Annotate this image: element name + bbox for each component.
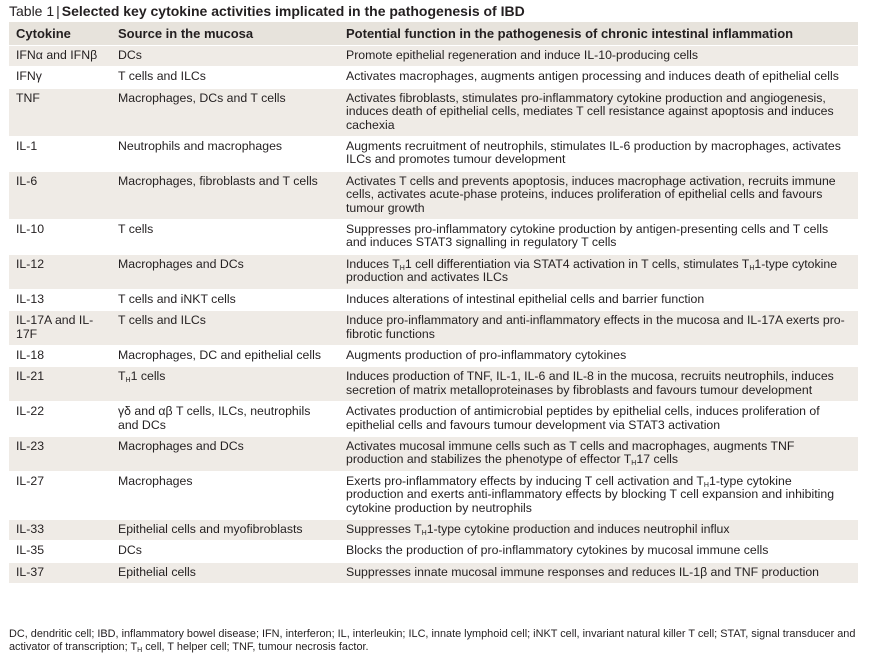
table-row xyxy=(9,88,858,136)
cell-source: Macrophages and DCs xyxy=(111,254,339,289)
table-number: Table 1 xyxy=(9,3,55,19)
cell-function: Exerts pro-inflammatory effects by inducing T cell activation and $T_H1$-type cytokine production and exerts anti-inflammatory effects by blocking T cell expansion and inhibiting cytokine production by neutrophils xyxy=(339,471,858,519)
cell-source: Epithelial cells and myofibroblasts xyxy=(111,519,339,540)
cell-cytokine: IL-22 xyxy=(9,402,111,437)
cell-function: Suppresses innate mucosal immune responses and reduces IL-1β and TNF production xyxy=(339,562,858,583)
table-row xyxy=(9,254,858,289)
table-row xyxy=(9,367,858,402)
cell-function: Activates macrophages, augments antigen processing and induces death of epithelial cells xyxy=(339,67,858,88)
cell-source: Epithelial cells xyxy=(111,562,339,583)
table-row xyxy=(9,289,858,310)
table-row xyxy=(9,541,858,562)
cell-source: T cells and ILCs xyxy=(111,311,339,346)
table-footnote: DC, dendritic cell; IBD, inflammatory bowel disease; IFN, interferon; IL, interleukin; ILC, innate lymphoid cell; iNKT cell, invariant natural killer T cell; STAT, signal transducer and activator of transcription; $T_H$ cell, T helper cell; TNF, tumour necrosis factor. xyxy=(9,628,856,654)
table-row xyxy=(9,519,858,540)
cell-function: Blocks the production of pro-inflammatory cytokines by mucosal immune cells xyxy=(339,541,858,562)
cell-cytokine: IFNα and IFNβ xyxy=(9,46,111,67)
header-row xyxy=(9,22,858,46)
header-function: Potential function in the pathogenesis of chronic intestinal inflammation xyxy=(339,22,858,46)
cell-source: T cells and iNKT cells xyxy=(111,289,339,310)
table-body xyxy=(9,46,858,584)
cell-source: $T_H1$ cells xyxy=(111,367,339,402)
cell-source: T cells xyxy=(111,220,339,255)
cytokine-table xyxy=(9,22,858,583)
cell-source: DCs xyxy=(111,46,339,67)
cell-cytokine: TNF xyxy=(9,88,111,136)
cell-cytokine: IL-33 xyxy=(9,519,111,540)
cell-function: Augments production of pro-inflammatory cytokines xyxy=(339,345,858,366)
cell-source: DCs xyxy=(111,541,339,562)
table-row xyxy=(9,220,858,255)
cell-function: Suppresses pro-inflammatory cytokine production by antigen-presenting cells and T cells and induces STAT3 signalling in regulatory T cells xyxy=(339,220,858,255)
table-row xyxy=(9,311,858,346)
table-row xyxy=(9,471,858,519)
cell-cytokine: IFNγ xyxy=(9,67,111,88)
table-title xyxy=(9,2,525,20)
table-row xyxy=(9,46,858,67)
cell-cytokine: IL-13 xyxy=(9,289,111,310)
cell-source: Macrophages and DCs xyxy=(111,436,339,471)
table-row xyxy=(9,436,858,471)
cell-function: Activates mucosal immune cells such as T cells and macrophages, augments TNF production and stabilizes the phenotype of effector $T_H17$ cells xyxy=(339,436,858,471)
table-row xyxy=(9,67,858,88)
cell-function: Promote epithelial regeneration and induce IL-10-producing cells xyxy=(339,46,858,67)
cell-function: Induces production of TNF, IL-1, IL-6 and IL-8 in the mucosa, recruits neutrophils, induces secretion of matrix metalloproteinases by fibroblasts and favours tumour development xyxy=(339,367,858,402)
title-separator: | xyxy=(56,3,60,19)
cell-cytokine: IL-1 xyxy=(9,137,111,172)
cell-function: Induces alterations of intestinal epithelial cells and barrier function xyxy=(339,289,858,310)
header-cytokine: Cytokine xyxy=(9,22,111,46)
cell-cytokine: IL-17A and IL-17F xyxy=(9,311,111,346)
cell-source: Macrophages, DCs and T cells xyxy=(111,88,339,136)
cell-cytokine: IL-35 xyxy=(9,541,111,562)
cell-function: Suppresses $T_H1$-type cytokine production and induces neutrophil influx xyxy=(339,519,858,540)
cell-function: Activates fibroblasts, stimulates pro-inflammatory cytokine production and angiogenesis, induces death of epithelial cells, mediates T cell resistance against apoptosis and induces cachexia xyxy=(339,88,858,136)
cell-source: Macrophages xyxy=(111,471,339,519)
table-row xyxy=(9,171,858,219)
header-source: Source in the mucosa xyxy=(111,22,339,46)
cell-cytokine: IL-6 xyxy=(9,171,111,219)
table-row xyxy=(9,402,858,437)
cell-cytokine: IL-21 xyxy=(9,367,111,402)
cell-cytokine: IL-23 xyxy=(9,436,111,471)
cell-cytokine: IL-27 xyxy=(9,471,111,519)
cell-source: γδ and αβ T cells, ILCs, neutrophils and DCs xyxy=(111,402,339,437)
table-caption: Selected key cytokine activities implicated in the pathogenesis of IBD xyxy=(61,3,525,19)
cell-cytokine: IL-12 xyxy=(9,254,111,289)
cell-source: Macrophages, fibroblasts and T cells xyxy=(111,171,339,219)
cell-cytokine: IL-10 xyxy=(9,220,111,255)
table-row xyxy=(9,345,858,366)
cell-function: Activates production of antimicrobial peptides by epithelial cells, induces proliferation of epithelial cells and favours tumour development via STAT3 activation xyxy=(339,402,858,437)
cell-function: Augments recruitment of neutrophils, stimulates IL-6 production by macrophages, activates ILCs and promotes tumour development xyxy=(339,137,858,172)
cell-source: Macrophages, DC and epithelial cells xyxy=(111,345,339,366)
table-row xyxy=(9,137,858,172)
cell-function: Activates T cells and prevents apoptosis, induces macrophage activation, recruits immune cells, activates acute-phase proteins, induces proliferation of epithelial cells and favours tumour growth xyxy=(339,171,858,219)
table-row xyxy=(9,562,858,583)
cell-function: Induce pro-inflammatory and anti-inflammatory effects in the mucosa and IL-17A exerts pro-fibrotic functions xyxy=(339,311,858,346)
cell-function: Induces $T_H1$ cell differentiation via STAT4 activation in T cells, stimulates $T_H1$-type cytokine production and activates ILCs xyxy=(339,254,858,289)
cell-source: Neutrophils and macrophages xyxy=(111,137,339,172)
cell-cytokine: IL-37 xyxy=(9,562,111,583)
cell-cytokine: IL-18 xyxy=(9,345,111,366)
cell-source: T cells and ILCs xyxy=(111,67,339,88)
